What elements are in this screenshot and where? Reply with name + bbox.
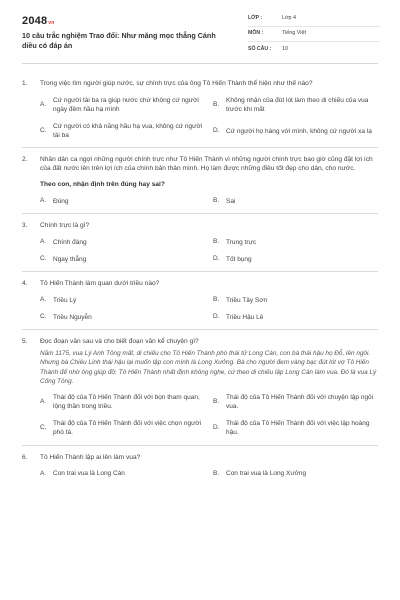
- option-letter: B.: [213, 100, 220, 108]
- option-text: Ngay thẳng: [53, 256, 87, 264]
- option-text: Thái độ của Tô Hiến Thành đối với việc lập hoàng hậu.: [226, 420, 370, 437]
- question-3: [22, 214, 378, 272]
- option-text: Triều Lý: [53, 297, 77, 304]
- option-letter: B.: [213, 197, 220, 205]
- option-a[interactable]: [40, 469, 205, 478]
- option-b[interactable]: [213, 469, 378, 478]
- question-1: [22, 72, 378, 148]
- option-text: Tốt bụng: [226, 256, 252, 264]
- site-logo[interactable]: [22, 14, 55, 29]
- meta-table: [248, 12, 380, 57]
- question-prompt: Theo con, nhận định trên đúng hay sai?: [40, 181, 165, 189]
- option-text: Con trai vua là Long Xưởng: [226, 470, 307, 478]
- option-grid: [40, 393, 378, 437]
- question-4: [22, 272, 378, 330]
- option-letter: D.: [213, 255, 220, 263]
- question-number: 1.: [22, 80, 28, 87]
- question-text: Chính trực là gì?: [40, 222, 90, 230]
- option-letter: A.: [40, 100, 47, 108]
- question-text: Tô Hiến Thành lập ai lên làm vua?: [40, 453, 141, 461]
- option-b[interactable]: [213, 197, 378, 206]
- question-number: 5.: [22, 338, 28, 346]
- option-grid: [40, 96, 378, 140]
- question-list: [22, 72, 378, 486]
- question-number: 4.: [22, 280, 28, 288]
- option-letter: C.: [40, 255, 47, 263]
- option-letter: C.: [40, 424, 47, 432]
- option-c[interactable]: [40, 419, 205, 437]
- option-text: Triều Hậu Lê: [226, 314, 264, 322]
- option-a[interactable]: [40, 296, 205, 305]
- question-text: Nhân dân ca ngợi những người chính trực như Tô Hiến Thành vì những người chính trực bao giờ cũng đặt lợi ích của đất nước lên trên lợi ích của chính bản thân mình. Họ làm được những điều tốt đẹp cho dân, cho nước.: [40, 156, 373, 173]
- option-text: Thái độ của Tô Hiến Thành đối với chuyện lập ngôi vua.: [226, 394, 374, 411]
- question-2: [22, 148, 378, 214]
- option-letter: D.: [213, 126, 220, 134]
- option-grid: [40, 238, 378, 264]
- question-text: Đọc đoạn văn sau và cho biết đoạn văn kể chuyện gì?: [40, 338, 199, 346]
- question-text: Trong việc tìm người giúp nước, sự chính trực của ông Tô Hiến Thành thể hiện như thế nào?: [40, 80, 313, 87]
- question-number: 3.: [22, 222, 28, 230]
- option-letter: B.: [213, 238, 220, 246]
- option-b[interactable]: [213, 296, 378, 305]
- option-text: Thái độ của Tô Hiến Thành đối với việc chọn người phò tá.: [53, 420, 202, 437]
- option-c[interactable]: [40, 255, 205, 264]
- option-text: Sai: [226, 197, 236, 205]
- option-text: Cứ người tài ba ra giúp nước chứ không cứ người ngày đêm hầu hạ mình: [53, 96, 199, 113]
- reading-passage: Năm 1175, vua Lý Anh Tông mất, di chiếu cho Tô Hiến Thành phò thái tử Long Cán, con bà thái hậu họ Đỗ, lên ngôi. Nhưng bà Chiêu Linh thái hậu lại muốn lập con mình là Long Xưởng. Bà cho người đem vàng bạc đút lót vợ Tô Hiến Thành để nhờ ông giúp đỡ. Tô Hiến Thành nhất định không nghe, cứ theo di chiếu lập Long Cán làm vua. Đó là vua Lý Cống Tông.: [40, 350, 377, 385]
- option-letter: A.: [40, 469, 47, 477]
- option-text: Cứ người họ hàng với mình, không cứ người xa lạ: [226, 127, 372, 135]
- option-c[interactable]: [40, 122, 205, 140]
- option-grid: [40, 296, 378, 322]
- meta-value: Lớp 4: [282, 15, 297, 22]
- option-letter: A.: [40, 397, 47, 405]
- option-letter: B.: [213, 469, 220, 477]
- option-a[interactable]: [40, 197, 205, 206]
- meta-row-count: [248, 42, 380, 57]
- option-text: Đúng: [53, 197, 69, 205]
- option-letter: A.: [40, 238, 47, 246]
- option-text: Triều Nguyễn: [53, 314, 92, 322]
- option-text: Cứ người có khả năng hầu hạ vua, không cứ người tài ba: [53, 123, 203, 140]
- option-text: Không nhận của đút lót làm theo di chiếu của vua trước khi mất: [226, 96, 369, 113]
- worksheet-header: [22, 0, 378, 64]
- meta-label: MÔN :: [248, 30, 264, 37]
- meta-row-grade: [248, 12, 380, 27]
- worksheet-title: 10 câu trắc nghiệm Trao đổi: Như măng mọc thẳng Cánh diều có đáp án: [22, 31, 216, 50]
- option-b[interactable]: [213, 96, 378, 114]
- option-letter: C.: [40, 313, 47, 321]
- option-letter: B.: [213, 296, 220, 304]
- meta-label: SỐ CÂU :: [248, 45, 272, 52]
- option-text: Triều Tây Sơn: [226, 297, 268, 304]
- option-text: Chính đáng: [53, 238, 87, 246]
- meta-value: Tiếng Việt: [282, 30, 306, 37]
- logo-main: 2048: [22, 15, 48, 27]
- option-a[interactable]: [40, 238, 205, 247]
- option-b[interactable]: [213, 238, 378, 247]
- option-a[interactable]: [40, 96, 205, 114]
- question-number: 6.: [22, 453, 28, 461]
- option-letter: A.: [40, 296, 47, 304]
- option-d[interactable]: [213, 255, 378, 264]
- option-grid: [40, 469, 378, 478]
- option-c[interactable]: [40, 313, 205, 322]
- option-text: Con trai vua là Long Cán: [53, 470, 125, 478]
- option-text: Trung trực: [226, 238, 257, 246]
- question-number: 2.: [22, 156, 28, 164]
- option-grid: [40, 197, 378, 206]
- option-d[interactable]: [213, 122, 378, 140]
- option-text: Thái độ của Tô Hiến Thành đối với bọn tham quan, lộng thần trong triều.: [53, 394, 200, 411]
- option-letter: C.: [40, 126, 47, 134]
- question-text: Tô Hiến Thành làm quan dưới triều nào?: [40, 280, 160, 288]
- question-5: [22, 330, 378, 445]
- option-b[interactable]: [213, 393, 378, 411]
- logo-suffix: vn: [48, 20, 55, 26]
- option-d[interactable]: [213, 419, 378, 437]
- meta-value: 10: [282, 45, 288, 52]
- option-letter: D.: [213, 313, 220, 321]
- meta-label: LỚP :: [248, 15, 263, 22]
- option-letter: A.: [40, 197, 47, 205]
- meta-row-subject: [248, 27, 380, 42]
- question-6: [22, 446, 378, 486]
- option-a[interactable]: [40, 393, 205, 411]
- option-d[interactable]: [213, 313, 378, 322]
- option-letter: D.: [213, 424, 220, 432]
- option-letter: B.: [213, 397, 220, 405]
